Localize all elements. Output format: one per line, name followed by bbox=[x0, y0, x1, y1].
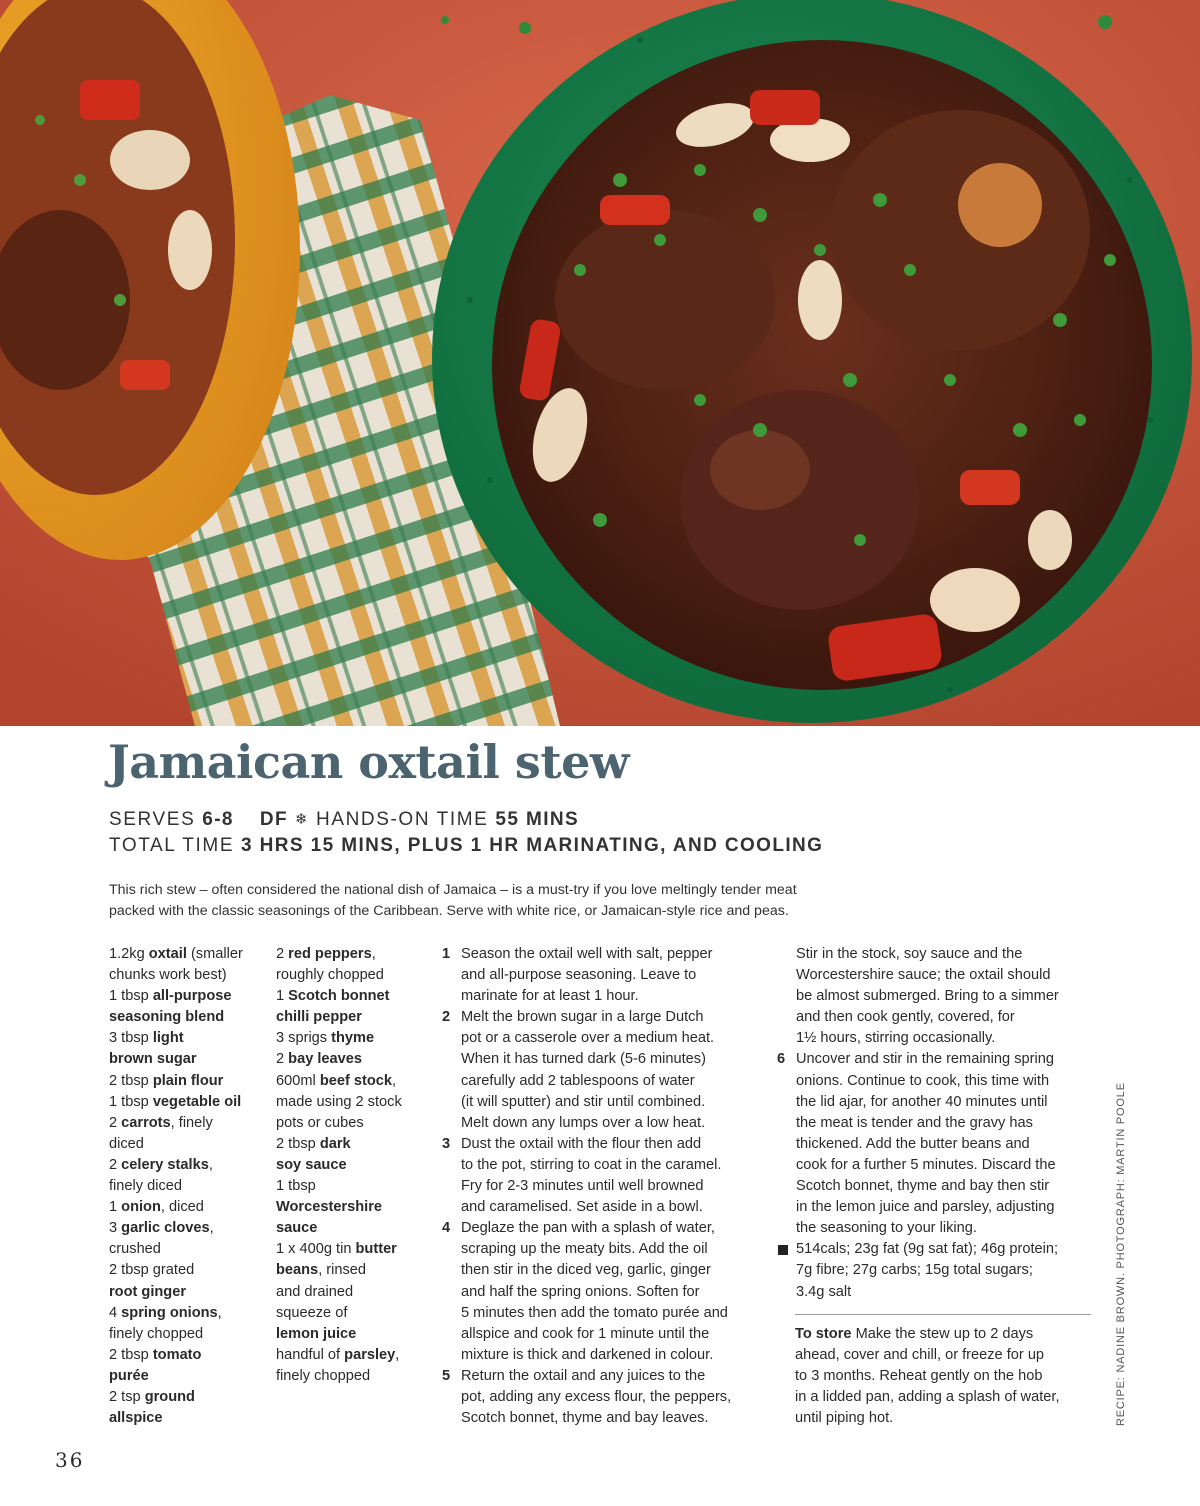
ingredient-line bbox=[109, 1155, 269, 1176]
ingredient-name: butter bbox=[355, 1241, 397, 1258]
ingredient-line bbox=[276, 1028, 436, 1049]
ingredient-line bbox=[276, 1366, 436, 1387]
ingredient-name: root ginger bbox=[109, 1283, 187, 1300]
ingredient-line bbox=[109, 1092, 269, 1113]
ingredient-line bbox=[109, 1260, 269, 1281]
nutrition-info bbox=[776, 1239, 1096, 1302]
ingredient-text: 1 tbsp bbox=[109, 988, 153, 1005]
step-text-line: the meat is tender and the gravy has bbox=[796, 1114, 1033, 1131]
ingredient-line bbox=[109, 1282, 269, 1303]
intro-line: This rich stew – often considered the national dish of Jamaica – is a must-try if you love meltingly tender meat bbox=[109, 882, 797, 898]
ingredient-text: 2 tbsp bbox=[109, 1346, 153, 1363]
page-number: 36 bbox=[55, 1448, 85, 1472]
step-text-line: Worcestershire sauce; the oxtail should bbox=[796, 967, 1051, 984]
method-column-1 bbox=[441, 944, 771, 1429]
ingredient-name: onion bbox=[121, 1199, 161, 1216]
ingredient-text: 2 tsp bbox=[109, 1388, 145, 1405]
hero-photo bbox=[0, 0, 1200, 726]
recipe-title: Jamaican oxtail stew bbox=[108, 735, 629, 789]
hands-on-label: HANDS-ON TIME bbox=[316, 809, 489, 830]
ingredient-name: thyme bbox=[331, 1030, 375, 1047]
ingredient-line bbox=[109, 1218, 269, 1239]
ingredient-line bbox=[276, 1345, 436, 1366]
step-text-line: Stir in the stock, soy sauce and the bbox=[796, 946, 1023, 962]
method-step-3 bbox=[441, 1134, 771, 1218]
ingredient-name: spring onions bbox=[121, 1304, 218, 1321]
ingredient-line bbox=[109, 1134, 269, 1155]
step-5-continued bbox=[776, 944, 1096, 1049]
ingredient-text: 3 tbsp bbox=[109, 1030, 153, 1047]
serves-value: 6-8 bbox=[202, 809, 234, 830]
ingredient-line bbox=[109, 1345, 269, 1366]
ingredient-name: chilli pepper bbox=[276, 1009, 362, 1026]
ingredient-text: , bbox=[209, 1220, 214, 1237]
ingredient-name: beef stock bbox=[319, 1072, 392, 1089]
method-step-1 bbox=[441, 944, 771, 1007]
ingredient-line bbox=[109, 944, 269, 965]
ingredient-text: , bbox=[217, 1304, 222, 1321]
ingredient-text: 2 bbox=[109, 1114, 122, 1131]
total-time-value: 3 HRS 15 MINS, PLUS 1 HR MARINATING, AND COOLING bbox=[240, 835, 824, 856]
ingredient-line bbox=[276, 944, 436, 965]
ingredient-text: 4 bbox=[109, 1304, 122, 1321]
ingredient-name: sauce bbox=[276, 1220, 318, 1237]
ingredient-name: ground bbox=[144, 1388, 195, 1405]
step-text-line: onions. Continue to cook, this time with bbox=[796, 1072, 1050, 1089]
ingredient-name: parsley bbox=[344, 1346, 396, 1363]
step-text-line: in the lemon juice and parsley, adjusting bbox=[796, 1199, 1055, 1216]
ingredient-text: 2 tbsp bbox=[276, 1135, 320, 1152]
ingredient-text: pots or cubes bbox=[276, 1114, 364, 1131]
ingredient-line bbox=[109, 1113, 269, 1134]
ingredient-name: lemon juice bbox=[276, 1325, 357, 1342]
ingredient-text: 1 bbox=[109, 1199, 122, 1216]
step-text-line: and caramelised. Set aside in a bowl. bbox=[461, 1199, 703, 1216]
step-text-line: (it will sputter) and stir until combined. bbox=[461, 1093, 706, 1110]
method-step-5 bbox=[441, 1366, 771, 1429]
ingredient-name: soy sauce bbox=[276, 1156, 347, 1173]
ingredient-text: 1 x 400g tin bbox=[276, 1241, 356, 1258]
green-bowl bbox=[432, 0, 1192, 723]
ingredient-text: diced bbox=[109, 1135, 144, 1152]
total-time bbox=[109, 835, 823, 857]
ingredient-line bbox=[276, 1113, 436, 1134]
ingredient-line bbox=[276, 1197, 436, 1218]
ingredient-line bbox=[276, 1071, 436, 1092]
ingredient-line bbox=[109, 1324, 269, 1345]
ingredient-text: , bbox=[392, 1072, 397, 1089]
ingredient-name: brown sugar bbox=[109, 1051, 197, 1068]
hands-on-value: 55 MINS bbox=[495, 809, 580, 830]
serves-label: SERVES bbox=[109, 809, 196, 830]
step-text-line: Melt the brown sugar in a large Dutch bbox=[461, 1009, 704, 1026]
ingredient-line bbox=[276, 1239, 436, 1260]
ingredient-name: garlic cloves bbox=[121, 1220, 210, 1237]
diet-badge: DF bbox=[259, 809, 289, 830]
intro-line: packed with the classic seasonings of the Caribbean. Serve with white rice, or Jamaican-style rice and peas. bbox=[109, 903, 789, 919]
step-text-line: marinate for at least 1 hour. bbox=[461, 988, 639, 1005]
ingredient-name: carrots bbox=[121, 1114, 171, 1131]
ingredient-text: and drained bbox=[276, 1283, 354, 1300]
step-text-line: 5 minutes then add the tomato purée and bbox=[461, 1304, 728, 1321]
snowflake-icon: ❄ bbox=[294, 811, 310, 828]
ingredient-text: 2 tbsp grated bbox=[109, 1262, 195, 1279]
serves-and-time bbox=[109, 809, 579, 831]
nutrition-line: 7g fibre; 27g carbs; 15g total sugars; bbox=[796, 1262, 1033, 1279]
ingredient-text: 1 tbsp bbox=[276, 1178, 316, 1195]
step-text-line: Scotch bonnet, thyme and bay leaves. bbox=[461, 1410, 709, 1427]
ingredient-name: plain flour bbox=[152, 1072, 224, 1089]
ingredient-name: purée bbox=[109, 1367, 149, 1384]
step-text-line: When it has turned dark (5-6 minutes) bbox=[461, 1051, 706, 1068]
ingredient-text: , bbox=[208, 1156, 213, 1173]
step-number: 1 bbox=[442, 946, 451, 962]
storage-text: Make the stew up to 2 days bbox=[855, 1326, 1034, 1342]
ingredient-text: handful of bbox=[276, 1346, 345, 1363]
ingredient-name: bay leaves bbox=[288, 1051, 363, 1068]
ingredient-name: dark bbox=[319, 1135, 351, 1152]
ingredient-name: red peppers bbox=[288, 946, 372, 962]
ingredient-line bbox=[276, 1155, 436, 1176]
nutrition-line: 3.4g salt bbox=[796, 1283, 852, 1300]
ingredient-text: crushed bbox=[109, 1241, 161, 1258]
ingredient-text: finely diced bbox=[109, 1178, 183, 1195]
ingredient-text: 2 tbsp bbox=[109, 1072, 153, 1089]
ingredient-line bbox=[276, 1324, 436, 1345]
step-text-line: be almost submerged. Bring to a simmer bbox=[796, 988, 1059, 1005]
step-number: 4 bbox=[442, 1220, 451, 1237]
recipe-intro bbox=[109, 880, 929, 922]
step-text-line: Fry for 2-3 minutes until well browned bbox=[461, 1178, 704, 1195]
ingredient-line bbox=[109, 1408, 269, 1429]
nutrition-line: 514cals; 23g fat (9g sat fat); 46g protein; bbox=[796, 1241, 1059, 1258]
ingredient-line bbox=[276, 1218, 436, 1239]
ingredient-text: , finely bbox=[170, 1114, 213, 1131]
ingredient-name: seasoning blend bbox=[109, 1009, 225, 1026]
ingredient-name: allspice bbox=[109, 1410, 163, 1427]
method-step-4 bbox=[441, 1218, 771, 1366]
ingredient-text: chunks work best) bbox=[109, 967, 227, 984]
storage-tip bbox=[795, 1324, 1095, 1429]
ingredient-text: 3 bbox=[109, 1220, 122, 1237]
ingredient-line bbox=[109, 1007, 269, 1028]
ingredient-text: finely chopped bbox=[109, 1325, 204, 1342]
step-text-line: Deglaze the pan with a splash of water, bbox=[461, 1220, 715, 1237]
storage-label: To store bbox=[795, 1326, 852, 1342]
step-text-line: mixture is thick and darkened in colour. bbox=[461, 1346, 714, 1363]
ingredient-line bbox=[109, 1176, 269, 1197]
step-text-line: and all-purpose seasoning. Leave to bbox=[461, 967, 697, 984]
step-text-line: the seasoning to your liking. bbox=[796, 1220, 977, 1237]
step-text-line: Melt down any lumps over a low heat. bbox=[461, 1114, 706, 1131]
photo-credit bbox=[1115, 1074, 1129, 1426]
ingredient-line bbox=[109, 1071, 269, 1092]
method-column-2 bbox=[776, 944, 1096, 1303]
step-text-line: pot, adding any excess flour, the peppers, bbox=[461, 1388, 732, 1405]
step-text-line: then stir in the diced veg, garlic, ginger bbox=[461, 1262, 711, 1279]
ingredient-name: oxtail bbox=[148, 946, 187, 962]
square-bullet-icon bbox=[778, 1245, 788, 1255]
ingredient-text: 1.2kg bbox=[109, 946, 149, 962]
step-text-line: to the pot, stirring to coat in the caramel. bbox=[461, 1156, 722, 1173]
step-text-line: thickened. Add the butter beans and bbox=[796, 1135, 1030, 1152]
ingredient-text: 2 bbox=[109, 1156, 122, 1173]
ingredient-line bbox=[109, 1049, 269, 1070]
step-text-line: Uncover and stir in the remaining spring bbox=[796, 1051, 1054, 1068]
ingredient-line bbox=[276, 1303, 436, 1324]
step-text-line: cook for a further 5 minutes. Discard the bbox=[796, 1156, 1056, 1173]
step-text-line: scraping up the meaty bits. Add the oil bbox=[461, 1241, 708, 1258]
ingredient-line bbox=[276, 1049, 436, 1070]
step-text-line: and half the spring onions. Soften for bbox=[461, 1283, 700, 1300]
step-text-line: Season the oxtail well with salt, pepper bbox=[461, 946, 713, 962]
storage-line bbox=[795, 1324, 1095, 1345]
ingredient-text: squeeze of bbox=[276, 1304, 348, 1321]
step-number: 6 bbox=[777, 1051, 786, 1068]
ingredient-text: 2 bbox=[276, 1051, 289, 1068]
ingredient-line bbox=[109, 965, 269, 986]
ingredient-line bbox=[109, 1028, 269, 1049]
storage-line: in a lidded pan, adding a splash of water, bbox=[795, 1389, 1060, 1406]
ingredient-line bbox=[276, 1007, 436, 1028]
ingredient-name: beans bbox=[276, 1262, 319, 1279]
ingredient-text: , diced bbox=[160, 1199, 204, 1216]
ingredient-line bbox=[109, 986, 269, 1007]
step-text-line: pot or a casserole over a medium heat. bbox=[461, 1030, 715, 1047]
ingredient-name: tomato bbox=[152, 1346, 202, 1363]
step-text-line: 1½ hours, stirring occasionally. bbox=[796, 1030, 996, 1047]
ingredient-line bbox=[109, 1303, 269, 1324]
ingredient-line bbox=[276, 1134, 436, 1155]
step-text-line: allspice and cook for 1 minute until the bbox=[461, 1325, 710, 1342]
ingredient-text: finely chopped bbox=[276, 1367, 371, 1384]
ingredient-text: , rinsed bbox=[318, 1262, 367, 1279]
ingredient-line bbox=[276, 1176, 436, 1197]
ingredient-line bbox=[109, 1366, 269, 1387]
ingredients-column-1 bbox=[109, 944, 269, 1429]
ingredient-text: (smaller bbox=[186, 946, 243, 962]
step-text-line: carefully add 2 tablespoons of water bbox=[461, 1072, 695, 1089]
storage-line: to 3 months. Reheat gently on the hob bbox=[795, 1368, 1043, 1385]
ingredient-text: 3 sprigs bbox=[276, 1030, 332, 1047]
ingredient-text: , bbox=[395, 1346, 400, 1363]
ingredient-line bbox=[276, 1260, 436, 1281]
ingredient-text: 2 bbox=[276, 946, 289, 962]
ingredient-name: Worcestershire bbox=[276, 1199, 382, 1216]
ingredient-name: all-purpose bbox=[152, 988, 232, 1005]
divider bbox=[795, 1314, 1091, 1315]
ingredient-text: 600ml bbox=[276, 1072, 320, 1089]
ingredient-line bbox=[109, 1197, 269, 1218]
credit-text: RECIPE: NADINE BROWN. PHOTOGRAPH: MARTIN POOLE bbox=[1115, 1082, 1127, 1426]
storage-line: ahead, cover and chill, or freeze for up bbox=[795, 1347, 1045, 1364]
ingredient-name: light bbox=[152, 1030, 184, 1047]
ingredient-text: 1 bbox=[276, 988, 289, 1005]
total-time-label: TOTAL TIME bbox=[109, 835, 235, 856]
ingredient-name: vegetable oil bbox=[152, 1093, 242, 1110]
ingredient-line bbox=[109, 1387, 269, 1408]
storage-line: until piping hot. bbox=[795, 1410, 894, 1427]
step-text-line: the lid ajar, for another 40 minutes until bbox=[796, 1093, 1048, 1110]
ingredient-line bbox=[276, 1092, 436, 1113]
step-number: 5 bbox=[442, 1367, 451, 1384]
ingredient-text: roughly chopped bbox=[276, 967, 384, 984]
ingredient-text: 1 tbsp bbox=[109, 1093, 153, 1110]
ingredient-name: celery stalks bbox=[121, 1156, 209, 1173]
ingredient-line bbox=[276, 965, 436, 986]
ingredient-line bbox=[276, 986, 436, 1007]
method-step-6 bbox=[776, 1049, 1096, 1239]
ingredient-name: Scotch bonnet bbox=[288, 988, 390, 1005]
ingredient-text: made using 2 stock bbox=[276, 1093, 402, 1110]
method-step-2 bbox=[441, 1007, 771, 1134]
step-text-line: and then cook gently, covered, for bbox=[796, 1009, 1015, 1026]
ingredient-line bbox=[109, 1239, 269, 1260]
step-text-line: Return the oxtail and any juices to the bbox=[461, 1367, 706, 1384]
step-text-line: Dust the oxtail with the flour then add bbox=[461, 1135, 702, 1152]
ingredient-text: , bbox=[371, 946, 376, 962]
ingredients-column-2 bbox=[276, 944, 436, 1387]
step-number: 2 bbox=[442, 1009, 451, 1026]
step-number: 3 bbox=[442, 1135, 451, 1152]
ingredient-line bbox=[276, 1282, 436, 1303]
step-text-line: Scotch bonnet, thyme and bay then stir bbox=[796, 1178, 1050, 1195]
